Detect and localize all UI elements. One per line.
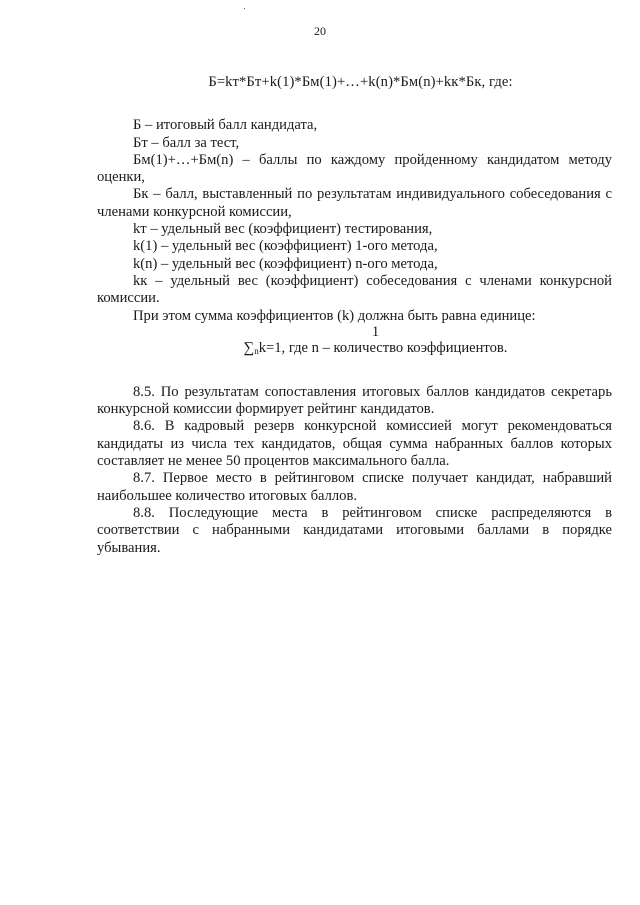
coefficient-sum-formula [97, 325, 612, 360]
coefficient-sum-rule: При этом сумма коэффициентов (k) должна быть равна единице: [133, 307, 536, 324]
page-number: 20 [314, 24, 326, 38]
definition-method-scores: Бм(1)+…+Бм(n) – баллы по каждому пройденному кандидатом методу оценки, [97, 151, 612, 186]
definition-test-weight: kт – удельный вес (коэффициент) тестирования, [133, 221, 433, 238]
sum-lower-index: n [254, 345, 259, 356]
clause-8-5: 8.5. По результатам сопоставления итоговых баллов кандидатов секретарь конкурсной комиссии формирует рейтинг кандидатов. [97, 383, 612, 418]
definition-methodn-weight: k(n) – удельный вес (коэффициент) n-ого метода, [133, 255, 438, 272]
clause-8-6: 8.6. В кадровый резерв конкурсной комиссией могут рекомендоваться кандидаты из числа тех кандидатов, общая сумма набранных баллов которых составляет не менее 50 процентов максимального балла. [97, 418, 612, 470]
sum-expression: k=1, где n – количество коэффициентов. [258, 339, 508, 356]
sum-upper-limit: 1 [371, 323, 380, 340]
definition-method1-weight: k(1) – удельный вес (коэффициент) 1-ого метода, [133, 238, 438, 255]
definition-interview-score: Бк – балл, выставленный по результатам индивидуального собеседования с членами конкурсной комиссии, [97, 186, 612, 220]
sigma-symbol: ∑ [243, 339, 255, 356]
sum-expression-line [139, 340, 612, 360]
score-formula: Б=kт*Бт+k(1)*Бм(1)+…+k(n)*Бм(n)+kк*Бк, где: [208, 74, 513, 90]
definition-test-score: Бт – балл за тест, [133, 134, 240, 151]
definition-interview-weight: kк – удельный вес (коэффициент) собеседования с членами конкурсной комиссии. [97, 272, 612, 307]
scan-speck [244, 8, 245, 9]
clause-8-8: 8.8. Последующие места в рейтинговом списке распределяются в соответствии с набранными кандидатами итоговыми баллами в порядке убывания. [97, 504, 612, 556]
definition-total-score: Б – итоговый балл кандидата, [133, 117, 318, 134]
clause-8-7: 8.7. Первое место в рейтинговом списке получает кандидат, набравший наибольшее количество итоговых баллов. [97, 470, 612, 504]
page-content [97, 74, 612, 557]
